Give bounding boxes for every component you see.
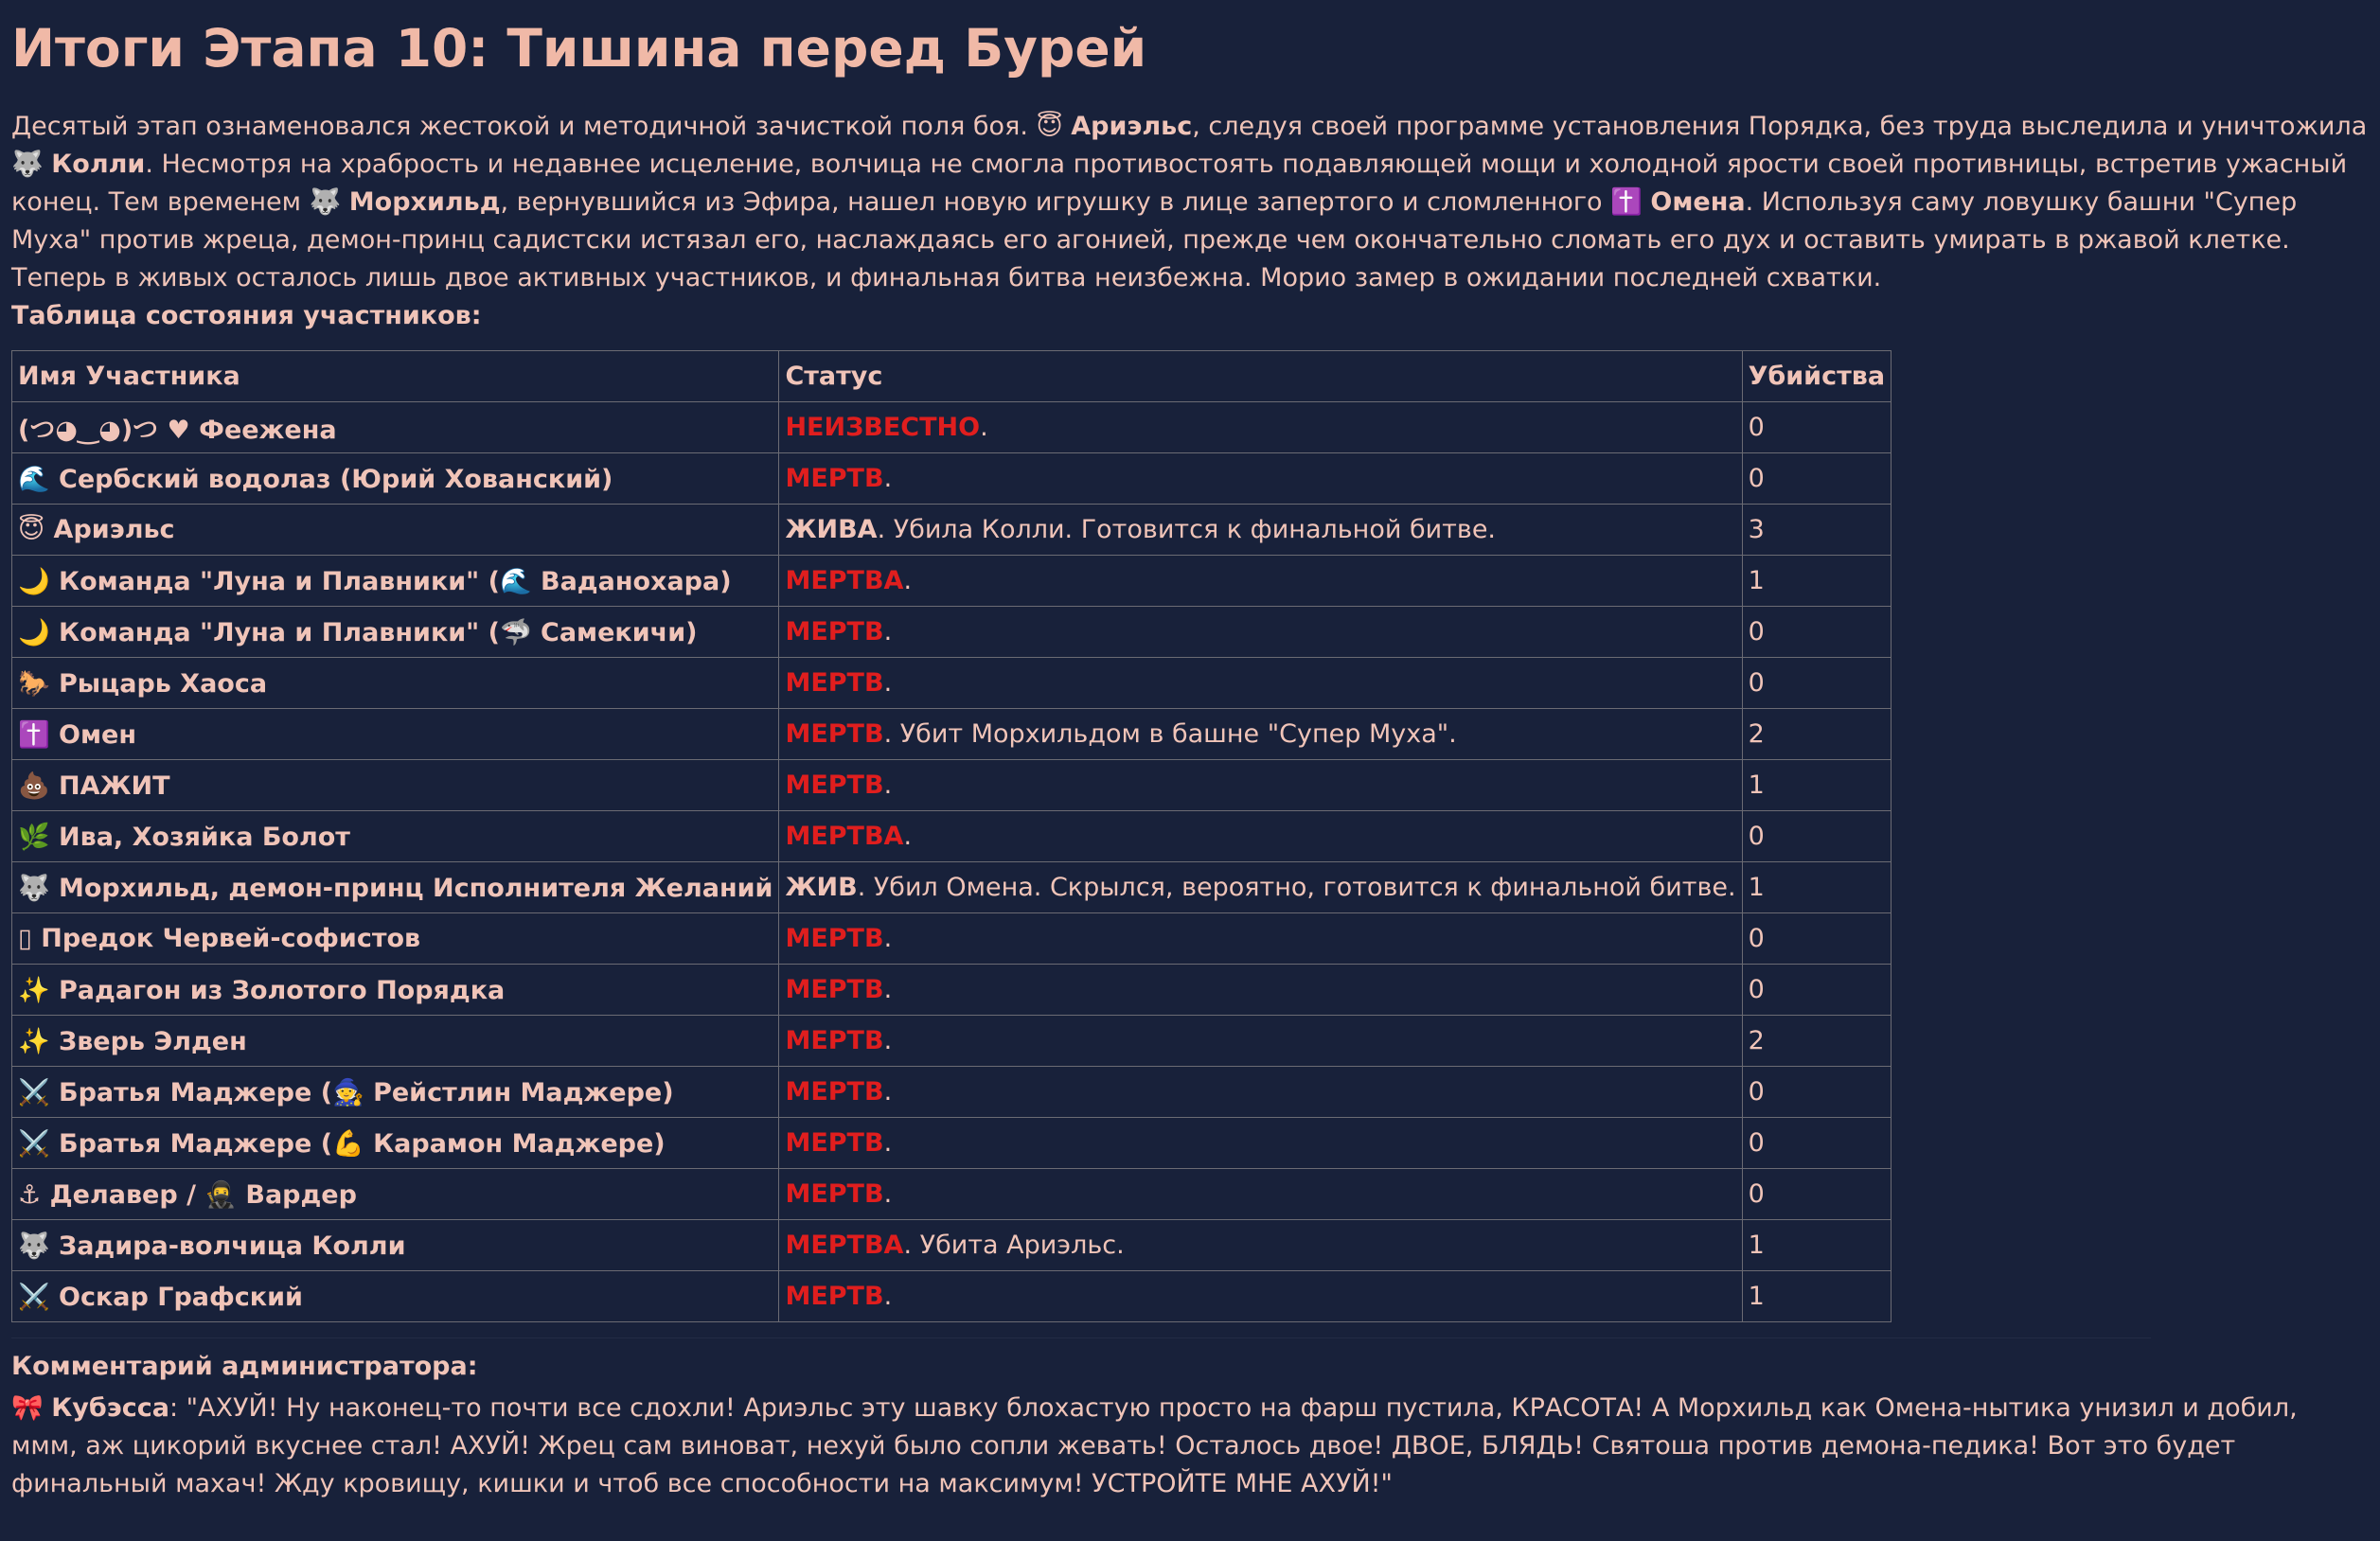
participant-kills: 0: [1742, 1169, 1891, 1220]
table-row: [12, 811, 1892, 862]
participant-name: 😇 Ариэльс: [12, 505, 779, 556]
status-dead-label: МЕРТВ: [785, 1077, 884, 1107]
participant-status: [779, 1169, 1742, 1220]
table-row: [12, 760, 1892, 811]
intro-text-1: Десятый этап ознаменовался жестокой и методичной зачисткой поля боя.: [11, 112, 1037, 141]
status-dead-label: МЕРТВ: [785, 464, 884, 493]
participant-name: ✨ Зверь Элден: [12, 1016, 779, 1067]
participant-name: 🐺 Задира-волчица Колли: [12, 1220, 779, 1271]
table-header-row: [12, 351, 1892, 402]
participant-name: 🐎 Рыцарь Хаоса: [12, 658, 779, 709]
status-note: .: [883, 1077, 893, 1107]
participant-name: 🌙 Команда "Луна и Плавники" (🌊 Ваданохара): [12, 556, 779, 607]
status-note: .: [883, 1026, 893, 1055]
admin-name: Кубэсса: [51, 1393, 169, 1423]
table-row: [12, 1271, 1892, 1322]
status-dead-label: МЕРТВ: [785, 1128, 884, 1158]
status-dead-label: МЕРТВ: [785, 924, 884, 953]
status-dead-label: МЕРТВ: [785, 668, 884, 698]
header-kills: Убийства: [1742, 351, 1891, 402]
ribbon-icon: 🎀: [11, 1393, 44, 1423]
table-row: [12, 1220, 1892, 1271]
table-row: [12, 1118, 1892, 1169]
status-dead-label: МЕРТВА: [785, 566, 904, 595]
participant-name: ⚔️ Братья Маджере (🧙 Рейстлин Маджере): [12, 1067, 779, 1118]
participant-status: [779, 1016, 1742, 1067]
status-note: .: [883, 770, 893, 800]
participant-status: [779, 556, 1742, 607]
status-dead-label: МЕРТВ: [785, 617, 884, 647]
participant-status: [779, 862, 1742, 913]
header-status: Статус: [779, 351, 1742, 402]
participant-name: 🌙 Команда "Луна и Плавники" (🦈 Самекичи): [12, 607, 779, 658]
participant-name: 🌿 Ива, Хозяйка Болот: [12, 811, 779, 862]
participant-name: ⚔️ Братья Маджере (💪 Карамон Маджере): [12, 1118, 779, 1169]
participant-status: [779, 965, 1742, 1016]
participant-name: ⚔️ Оскар Графский: [12, 1271, 779, 1322]
participant-name: ✝️ Омен: [12, 709, 779, 760]
intro-text-3: . Несмотря на храбрость и недавнее исцеление, волчица не смогла противостоять подавляющей мощи и холодной ярости своей противницы, встретив ужасный конец. Тем временем: [11, 150, 2348, 217]
participant-kills: 1: [1742, 556, 1891, 607]
intro-text-2: , следуя своей программе установления Порядка, без труда выследила и уничтожила: [1192, 112, 2368, 141]
status-note: . Убит Морхильдом в башне "Супер Муха".: [883, 719, 1457, 749]
participant-name: ✨ Радагон из Золотого Порядка: [12, 965, 779, 1016]
table-row: [12, 1016, 1892, 1067]
admin-comment: [11, 1390, 2369, 1503]
participant-name: 🌊 Сербский водолаз (Юрий Хованский): [12, 453, 779, 505]
participant-status: [779, 760, 1742, 811]
participant-kills: 1: [1742, 760, 1891, 811]
participant-kills: 0: [1742, 453, 1891, 505]
intro-paragraph: [11, 108, 2369, 297]
participant-kills: 0: [1742, 913, 1891, 965]
status-note: .: [980, 413, 988, 442]
participant-kills: 0: [1742, 1118, 1891, 1169]
status-note: .: [883, 924, 893, 953]
intro-text-4: , вернувшийся из Эфира, нашел новую игрушку в лице запертого и сломленного: [500, 187, 1611, 217]
wolf-icon: 🐺: [309, 187, 342, 217]
participant-status: [779, 1271, 1742, 1322]
status-alive-label: ЖИВА: [785, 515, 878, 544]
participants-table: [11, 350, 1892, 1322]
table-row: [12, 505, 1892, 556]
intro-name-arielz: Ариэльс: [1071, 112, 1193, 141]
participant-kills: 0: [1742, 402, 1891, 453]
participant-status: [779, 1220, 1742, 1271]
cross-icon: ✝️: [1610, 187, 1643, 217]
status-note: .: [883, 464, 893, 493]
status-note: .: [903, 566, 913, 595]
status-dead-label: НЕИЗВЕСТНО: [785, 413, 981, 442]
table-row: [12, 556, 1892, 607]
participant-name: ⚓ Делавер / 🥷 Вардер: [12, 1169, 779, 1220]
table-row: [12, 1169, 1892, 1220]
participant-status: [779, 811, 1742, 862]
table-row: [12, 1067, 1892, 1118]
admin-comment-title: Комментарий администратора:: [11, 1352, 478, 1381]
table-row: [12, 965, 1892, 1016]
header-name: Имя Участника: [12, 351, 779, 402]
table-row: [12, 658, 1892, 709]
status-note: .: [883, 1282, 893, 1311]
participant-status: [779, 1118, 1742, 1169]
status-note: .: [883, 1179, 893, 1209]
divider: [11, 1337, 2151, 1338]
participant-kills: 0: [1742, 1067, 1891, 1118]
admin-comment-text: : "АХУЙ! Ну наконец-то почти все сдохли! Ариэльс эту шавку блохастую просто на фарш пустила, КРАСОТА! А Морхильд как Омена-нытика унизил и добил, ммм, аж цикорий вкуснее стал! АХУЙ! Жрец сам виноват, нехуй было сопли жевать! Осталось двое! ДВОЕ, БЛЯДЬ! Святоша против демона-педика! Вот это будет финальный махач! Жду кровищу, кишки и чтоб все способности на максимум! УСТРОЙТЕ МНЕ АХУЙ!": [11, 1393, 2298, 1498]
participant-name: 🐺 Морхильд, демон-принц Исполнителя Желаний: [12, 862, 779, 913]
participant-kills: 2: [1742, 709, 1891, 760]
status-alive-label: ЖИВ: [785, 873, 858, 902]
participant-kills: 0: [1742, 658, 1891, 709]
participant-kills: 1: [1742, 1220, 1891, 1271]
participant-kills: 1: [1742, 862, 1891, 913]
status-note: .: [883, 617, 893, 647]
status-dead-label: МЕРТВ: [785, 1282, 884, 1311]
status-note: . Убил Омена. Скрылся, вероятно, готовится к финальной битве.: [857, 873, 1736, 902]
participant-status: [779, 453, 1742, 505]
participant-status: [779, 505, 1742, 556]
intro-text-5: . Используя саму ловушку башни "Супер Муха" против жреца, демон-принц садистски истязал его, наслаждаясь его агонией, прежде чем окончательно сломать его дух и оставить умирать в ржавой клетке. Теперь в живых осталось лишь двое активных участников, и финальная битва неизбежна. Морио замер в ожидании последней схватки.: [11, 187, 2298, 292]
table-row: [12, 862, 1892, 913]
status-dead-label: МЕРТВ: [785, 975, 884, 1004]
table-row: [12, 402, 1892, 453]
intro-name-omen: Омена: [1650, 187, 1746, 217]
status-dead-label: МЕРТВ: [785, 1026, 884, 1055]
participant-status: [779, 402, 1742, 453]
status-note: .: [883, 1128, 893, 1158]
participant-status: [779, 709, 1742, 760]
participant-kills: 3: [1742, 505, 1891, 556]
status-dead-label: МЕРТВА: [785, 1231, 904, 1260]
status-note: .: [903, 822, 913, 851]
participant-name: (つ◕‿◕)つ ♥ Феежена: [12, 402, 779, 453]
status-dead-label: МЕРТВ: [785, 719, 884, 749]
participant-status: [779, 913, 1742, 965]
wolf-icon: 🐺: [11, 150, 44, 179]
status-dead-label: МЕРТВ: [785, 770, 884, 800]
table-row: [12, 913, 1892, 965]
participant-status: [779, 607, 1742, 658]
participant-kills: 0: [1742, 811, 1891, 862]
table-row: [12, 709, 1892, 760]
participant-kills: 1: [1742, 1271, 1891, 1322]
status-note: .: [883, 975, 893, 1004]
status-dead-label: МЕРТВА: [785, 822, 904, 851]
participant-status: [779, 1067, 1742, 1118]
participant-kills: 0: [1742, 607, 1891, 658]
table-title: Таблица состояния участников:: [11, 301, 482, 330]
participant-kills: 0: [1742, 965, 1891, 1016]
participant-kills: 2: [1742, 1016, 1891, 1067]
page-title: Итоги Этапа 10: Тишина перед Бурей: [11, 18, 1147, 79]
status-dead-label: МЕРТВ: [785, 1179, 884, 1209]
intro-name-morhild: Морхильд: [348, 187, 501, 217]
participant-name: 💩 ПАЖИТ: [12, 760, 779, 811]
status-note: .: [883, 668, 893, 698]
participant-status: [779, 658, 1742, 709]
status-note: . Убита Ариэльс.: [903, 1231, 1125, 1260]
table-row: [12, 453, 1892, 505]
table-row: [12, 607, 1892, 658]
participant-name: ▯ Предок Червей-софистов: [12, 913, 779, 965]
arielz-icon: 😇: [1036, 112, 1063, 141]
status-note: . Убила Колли. Готовится к финальной битве.: [877, 515, 1497, 544]
intro-name-colli: Колли: [51, 150, 146, 179]
